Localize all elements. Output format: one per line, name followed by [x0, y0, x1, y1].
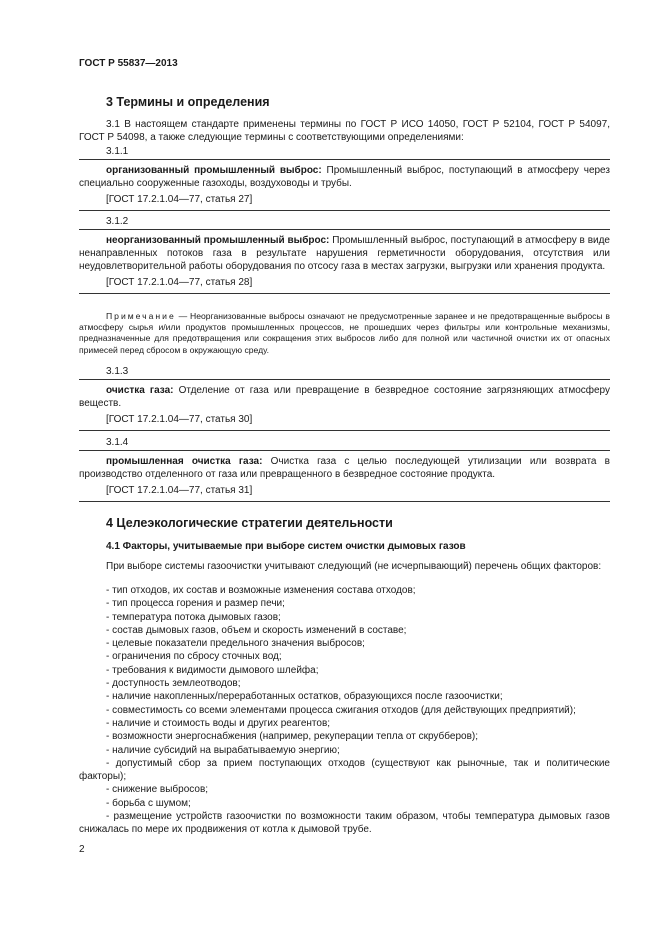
term-box	[79, 450, 610, 502]
term-definition	[79, 234, 610, 273]
list-item: - доступность землеотводов;	[106, 678, 241, 690]
term-name: промышленная очистка газа:	[106, 456, 263, 467]
term-box	[79, 159, 610, 211]
list-item: - снижение выбросов;	[106, 784, 209, 796]
note	[79, 311, 610, 356]
term-definition	[79, 455, 610, 481]
list-item: - возможности энергоснабжения (например, рекуперации тепла от скрубберов);	[106, 731, 478, 743]
term-name: очистка газа:	[106, 385, 174, 396]
note-label: Примечание	[106, 311, 176, 321]
page-number: 2	[79, 844, 85, 855]
term-number: 3.1.2	[106, 216, 129, 227]
term-source: [ГОСТ 17.2.1.04—77, статья 31]	[106, 485, 253, 496]
list-item: - совместимость со всеми элементами процесса сжигания отходов (для действующих предприятий);	[106, 704, 576, 716]
list-item: - температура потока дымовых газов;	[106, 611, 281, 623]
list-item: - наличие накопленных/переработанных остатков, образующихся после газоочистки;	[106, 691, 503, 703]
term-number: 3.1.1	[106, 146, 129, 157]
list-item: - состав дымовых газов, объем и скорость изменений в составе;	[106, 624, 407, 636]
term-text: Отделение от газа или превращение в безвредное состояние загрязняющих атмосферу веществ.	[79, 385, 610, 409]
term-text: Промышленный выброс, поступающий в атмосферу в виде ненаправленных потоков газа в результате нарушения герметичности оборудования, отсутствия или неудовлетворительной работы оборудования по отсосу газа в местах загрузки, выгрузки или хранения продукта.	[79, 235, 610, 272]
term-source: [ГОСТ 17.2.1.04—77, статья 28]	[106, 277, 253, 288]
section-3-heading: 3 Термины и определения	[106, 95, 270, 109]
term-source: [ГОСТ 17.2.1.04—77, статья 30]	[106, 414, 253, 425]
list-item: - размещение устройств газоочистки по возможности таким образом, чтобы температура дымовых газов снижалась по мере их продвижения от котла к дымовой трубе.	[79, 811, 610, 836]
term-text: Очистка газа с целью последующей утилизации или возврата в производство отделенного от газа или превращенного в безвредное состояние продукта.	[79, 456, 610, 480]
section-3-intro: 3.1 В настоящем стандарте применены термины по ГОСТ Р ИСО 14050, ГОСТ Р 52104, ГОСТ Р 54097, ГОСТ Р 54098, а также следующие термины с соответствующими определениями:	[79, 119, 610, 143]
section-4-heading: 4 Целеэкологические стратегии деятельности	[106, 516, 393, 530]
term-source: [ГОСТ 17.2.1.04—77, статья 27]	[106, 194, 253, 205]
term-number: 3.1.3	[106, 366, 129, 377]
list-item: - наличие субсидий на вырабатываемую энергию;	[106, 744, 340, 756]
term-name: организованный промышленный выброс:	[106, 165, 322, 176]
list-item: - допустимый сбор за прием поступающих отходов (существуют как рыночные, так и политические факторы);	[79, 757, 610, 783]
list-item: - тип процесса горения и размер печи;	[106, 598, 285, 610]
section-4-1-heading: 4.1 Факторы, учитываемые при выборе систем очистки дымовых газов	[106, 541, 466, 552]
term-number: 3.1.4	[106, 437, 129, 448]
list-item: - ограничения по сбросу сточных вод;	[106, 651, 282, 663]
list-item: - требования к видимости дымового шлейфа;	[106, 664, 319, 676]
term-definition	[79, 384, 610, 410]
list-item: - борьба с шумом;	[106, 797, 191, 809]
document-header: ГОСТ Р 55837—2013	[79, 58, 178, 69]
factors-list	[79, 584, 610, 837]
term-box	[79, 379, 610, 431]
list-item: - наличие и стоимость воды и других реагентов;	[106, 717, 331, 729]
list-item: - тип отходов, их состав и возможные изменения состава отходов;	[106, 585, 416, 596]
list-item: - целевые показатели предельного значения выбросов;	[106, 638, 365, 650]
section-4-intro: При выборе системы газоочистки учитывают следующий (не исчерпывающий) перечень общих факторов:	[106, 561, 602, 572]
term-name: неорганизованный промышленный выброс:	[106, 235, 330, 246]
term-box	[79, 229, 610, 294]
note-text: — Неорганизованные выбросы означают не предусмотренные заранее и не предотвращенные выбросы в атмосферу сырья и/или продуктов промышленных процессов, не прошедших через фильтры или контрольные механизмы, предназначенные для предотвращения или сокращения этих выбросов либо для полной или частичной очистки их от опасных примесей перед сбросом в окружающую среду.	[79, 311, 610, 355]
term-definition	[79, 164, 610, 190]
term-text: Промышленный выброс, поступающий в атмосферу через специально сооруженные газоходы, воздуховоды и трубы.	[79, 165, 610, 189]
